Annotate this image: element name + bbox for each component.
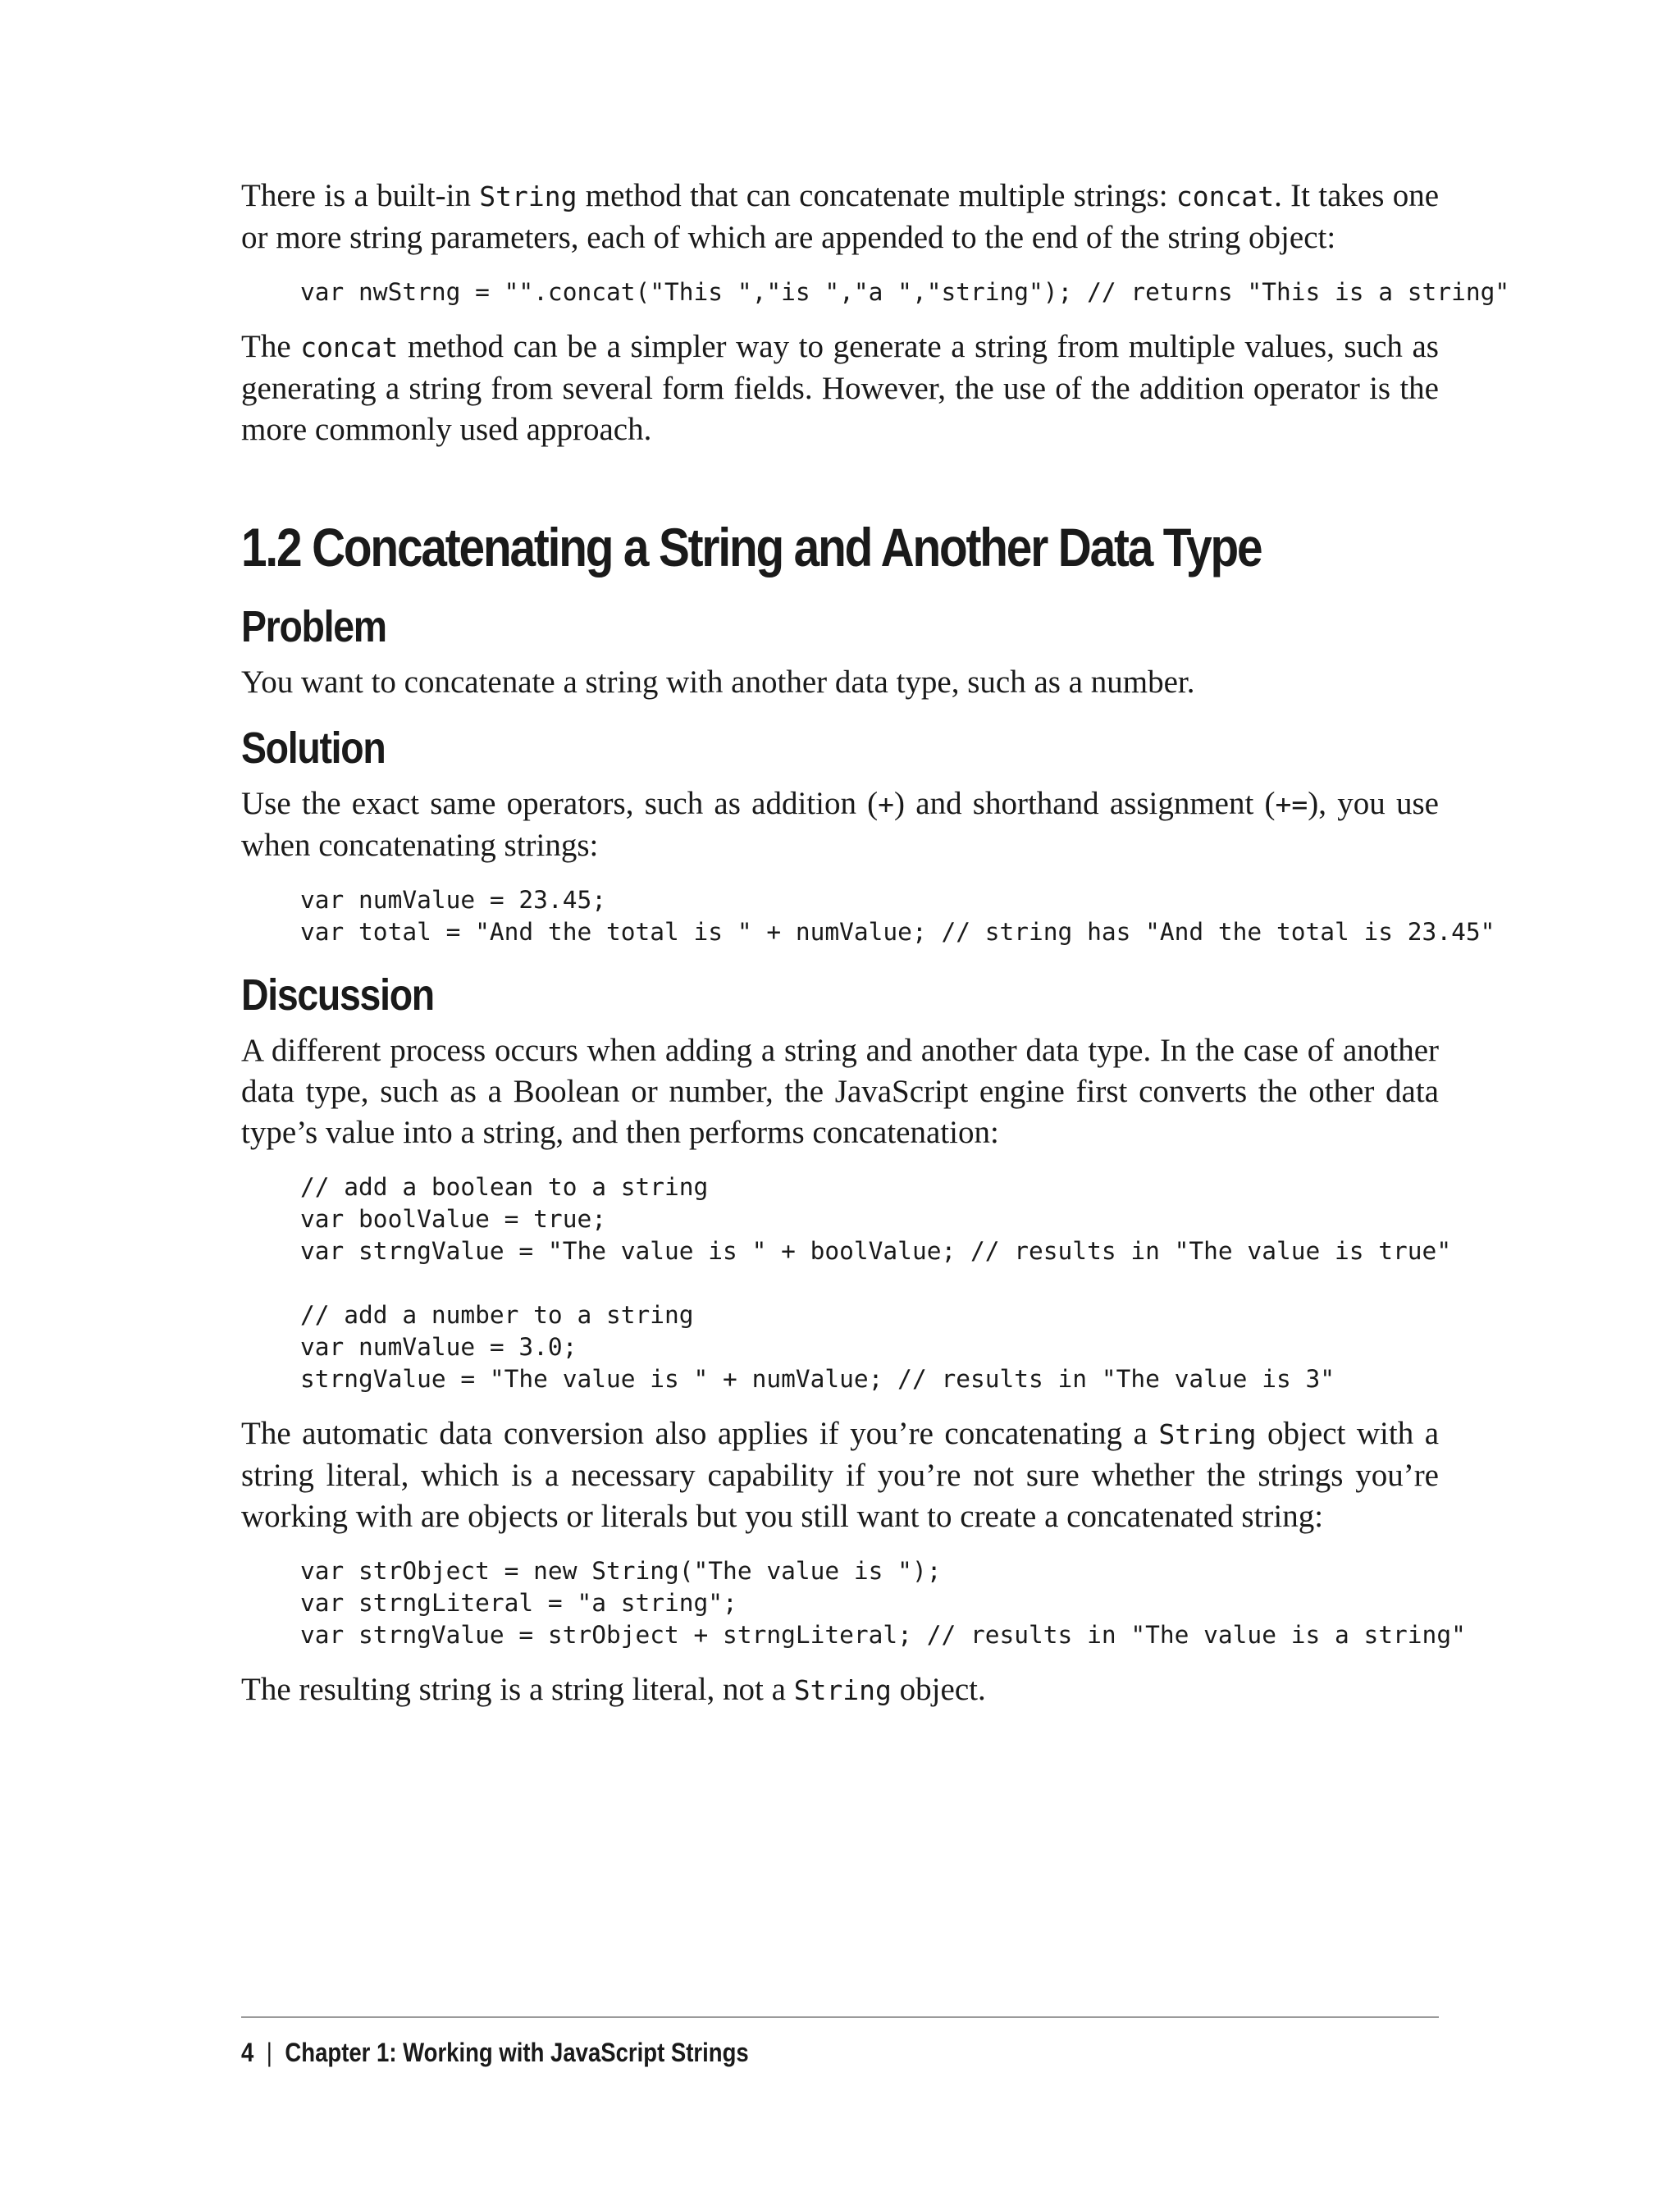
solution-heading: Solution bbox=[241, 724, 386, 773]
intro-paragraph-2 bbox=[241, 326, 1439, 450]
text-run: A different process occurs when adding a string and another data type. In the case of another data type, such as a Boolean or number, the JavaScript engine first converts the other data type’s value into a string, and then performs concatenation: bbox=[241, 1033, 1439, 1150]
text-run: The automatic data conversion also applies if you’re concatenating a bbox=[241, 1416, 1159, 1451]
problem-text: You want to concatenate a string with another data type, such as a number. bbox=[241, 664, 1195, 700]
section-title: 1.2 Concatenating a String and Another Data Type bbox=[241, 517, 1262, 578]
code-block-concat: var nwStrng = "".concat("This ","is ","a ","string"); // returns "This is a string" bbox=[300, 278, 1510, 306]
code-block-discussion-2: var strObject = new String("The value is "); var strngLiteral = "a string"; var strngValue = strObject + strngLiteral; // results in "The value is a string" bbox=[300, 1557, 1466, 1649]
page-content bbox=[241, 176, 1510, 1711]
text-run: Use the exact same operators, such as addition ( bbox=[241, 786, 879, 821]
chapter-title: Chapter 1: Working with JavaScript Strings bbox=[285, 2038, 749, 2067]
inline-code: String bbox=[479, 180, 578, 212]
inline-code: += bbox=[1275, 788, 1308, 820]
page-footer bbox=[241, 2016, 1439, 2069]
inline-code: String bbox=[1158, 1418, 1257, 1450]
inline-code: concat bbox=[300, 331, 399, 363]
text-run: object. bbox=[891, 1672, 986, 1707]
inline-code: + bbox=[878, 788, 895, 820]
code-block-solution: var numValue = 23.45; var total = "And the total is " + numValue; // string has "And the total is 23.45" bbox=[300, 886, 1495, 946]
footer-line bbox=[241, 2036, 749, 2069]
text-run: ) and shorthand assignment ( bbox=[894, 786, 1276, 821]
intro-paragraph-1 bbox=[241, 176, 1439, 258]
code-block-discussion-1: // add a boolean to a string var boolValue = true; var strngValue = "The value is " + boolValue; // results in "The value is true" // add a number to a string var numValue = 3.0; strngValue = "The value is " + numValue; // results in "The value is 3" bbox=[300, 1173, 1452, 1393]
discussion-paragraph-2 bbox=[241, 1413, 1439, 1537]
discussion-paragraph-3 bbox=[241, 1669, 1439, 1711]
text-run: . It takes one or more string parameters, each of which are appended to the end of the string object: bbox=[241, 178, 1439, 255]
text-run: The resulting string is a string literal, not a bbox=[241, 1672, 794, 1707]
text-run: The bbox=[241, 329, 301, 364]
text-run: ), you use when concatenating strings: bbox=[241, 786, 1439, 863]
inline-code: String bbox=[793, 1674, 892, 1706]
page-number: 4 bbox=[241, 2038, 254, 2067]
footer-separator: | bbox=[266, 2038, 272, 2067]
text-run: object with a string literal, which is a necessary capability if you’re not sure whether the strings you’re working with are objects or literals but you still want to create a concatenated string: bbox=[241, 1416, 1440, 1534]
text-run: method can be a simpler way to generate a string from multiple values, such as generating a string from several form fields. However, the use of the addition operator is the more commonly used approach. bbox=[241, 329, 1439, 447]
text-run: method that can concatenate multiple strings: bbox=[577, 178, 1176, 213]
inline-code: concat bbox=[1176, 180, 1275, 212]
text-run: There is a built-in bbox=[241, 178, 480, 213]
discussion-paragraph-1 bbox=[241, 1030, 1439, 1153]
problem-heading: Problem bbox=[241, 602, 386, 651]
discussion-heading: Discussion bbox=[241, 970, 434, 1020]
solution-text bbox=[241, 783, 1439, 866]
